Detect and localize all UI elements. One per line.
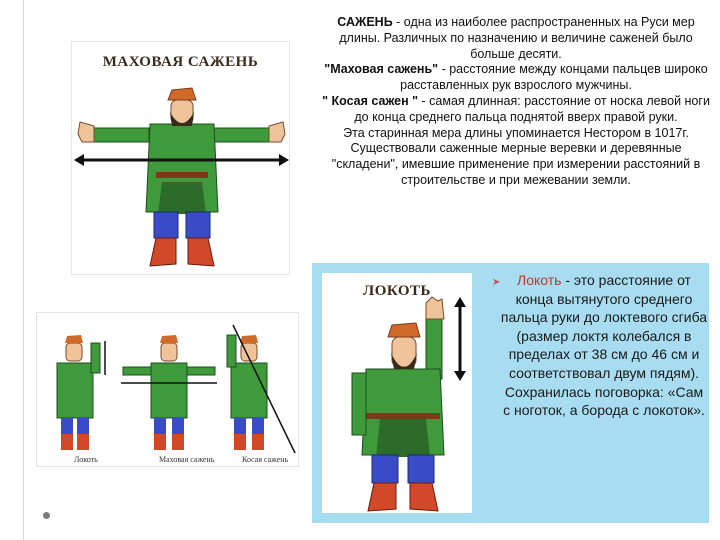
figure-kosaya-small	[227, 325, 295, 453]
term-maxovaya: "Маховая сажень"	[324, 62, 439, 77]
caption-maxovaya: Маховая сажень	[159, 455, 215, 464]
figure-maxovaya-small	[121, 335, 217, 450]
man-arms-spread-illustration	[72, 42, 291, 276]
figure-maxovaya-sazhen	[71, 41, 290, 275]
three-men-illustration	[37, 313, 300, 468]
figure-lokot-small	[57, 335, 105, 450]
left-divider	[23, 0, 24, 540]
lokot-definition: - это расстояние от конца вытянутого среднего пальца руки до локтевого сгиба (размер локтя колебался в пределах от 38 см до 46 см и соответствовал двум пядям). Сохранилась поговорка: «Сам с ноготок, а борода с локоток».	[500, 272, 708, 419]
maxovaya-definition: - расстояние между концами пальцев широко расставленных рук взрослого мужчины.	[400, 62, 708, 93]
kosaya-definition: - самая длинная: расстояние от носка левой ноги до конца среднего пальца поднятой вверх правой руки.	[354, 93, 710, 124]
figure-title: ЛОКОТЬ	[363, 283, 431, 299]
term-kosaya: " Косая сажен "	[322, 93, 419, 108]
caption-kosaya: Косая сажень	[242, 455, 289, 464]
arrow-bullet-icon: ➤	[492, 277, 501, 288]
term-sazhen: САЖЕНЬ	[337, 15, 393, 29]
man-raised-arm-illustration	[322, 273, 472, 513]
sazhen-definition: - одна из наиболее распространенных на Руси мер длины. Различных по назначению и величине саженей было больше десяти.	[339, 15, 695, 61]
bullet-dot	[43, 512, 50, 519]
figure-lokot	[322, 273, 472, 513]
history-paragraph: Эта старинная мера длины упоминается Нестором в 1017г. Существовали саженные мерные веревки и деревянные "складени", имевшие применение при измерении расстояний в строительстве и при межевании земли.	[331, 125, 701, 187]
figure-three-measures	[36, 312, 299, 467]
lokot-description	[500, 271, 708, 420]
term-lokot: Локоть	[517, 272, 562, 288]
figure-title: МАХОВАЯ САЖЕНЬ	[102, 54, 259, 70]
caption-lokot: Локоть	[74, 455, 98, 464]
sazhen-description	[316, 15, 716, 189]
